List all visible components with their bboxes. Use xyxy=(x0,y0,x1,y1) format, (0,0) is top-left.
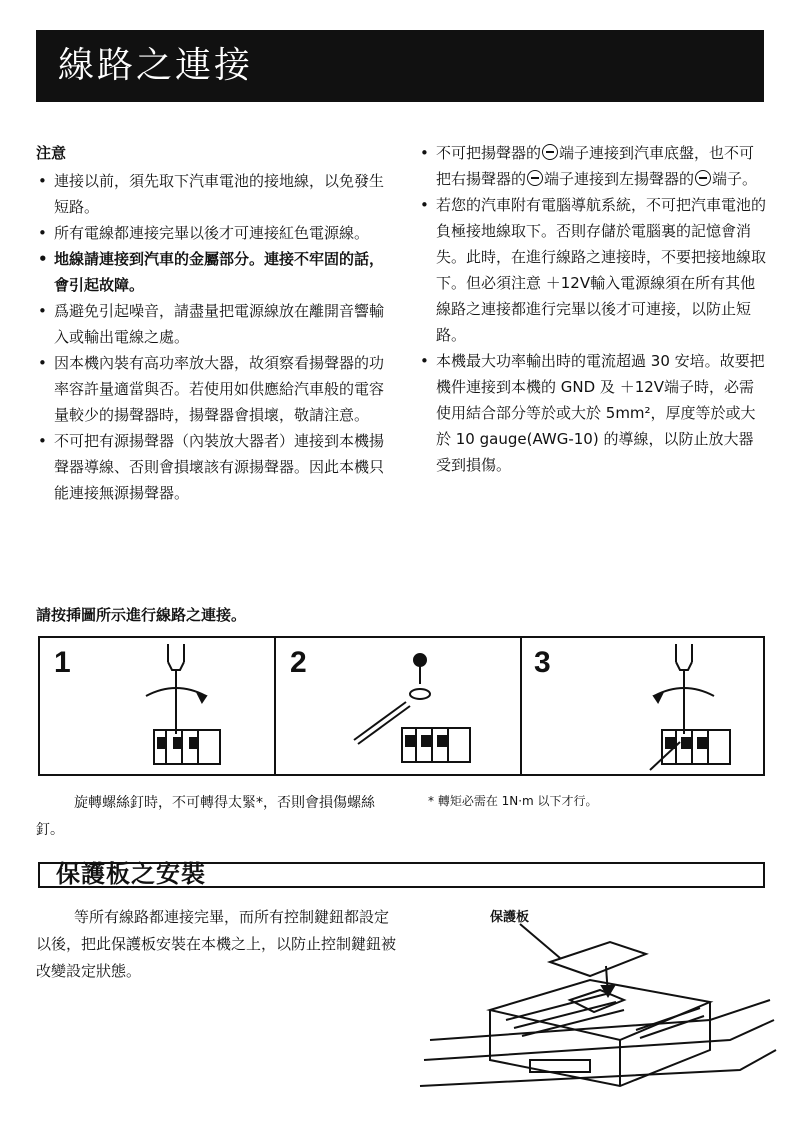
bullet-speaker-terminal xyxy=(418,140,768,192)
step1-illustration xyxy=(120,642,250,772)
steps-panel xyxy=(38,636,765,776)
torque-footnote: * 轉矩必需在 1N·m 以下才行。 xyxy=(428,794,598,808)
right-column xyxy=(418,140,768,478)
protection-cover-illustration xyxy=(410,910,780,1100)
step-divider xyxy=(274,638,276,774)
caution-bullet: • 爲避免引起噪音，請盡量把電源線放在離開音響輸入或輸出電線之處。 xyxy=(36,298,394,350)
cover-label: 保護板 xyxy=(490,910,530,925)
bullet-text: 不可把揚聲器的 xyxy=(436,144,542,162)
minus-terminal-icon xyxy=(527,170,543,186)
bullet-text: 端子連接到左揚聲器的 xyxy=(544,170,695,188)
caution-bullet: • 地線請連接到汽車的金屬部分。連接不牢固的話，會引起故障。 xyxy=(36,246,394,298)
bullet-current: • 本機最大功率輸出時的電流超過 30 安培。故要把機件連接到本機的 GND 及 ＋12V端子時，必需使用結合部分等於或大於 5mm²，厚度等於或大於 10 gauge(AWG-10) 的導線，以防止放大器受到損傷。 xyxy=(418,348,768,478)
minus-terminal-icon xyxy=(695,170,711,186)
caution-bullet: • 不可把有源揚聲器（內裝放大器者）連接到本機揚聲器導線、否則會損壞該有源揚聲器。因此本機只能連接無源揚聲器。 xyxy=(36,428,394,506)
bullet-text: 端子連接到汽車底盤，也不可把右揚聲器的 xyxy=(436,144,755,188)
step2-illustration xyxy=(350,642,490,772)
caution-bullet: • 連接以前，須先取下汽車電池的接地線，以免發生短路。 xyxy=(36,168,394,220)
section-title: 線路之連接 xyxy=(58,45,254,86)
instruction-text: 請按揷圖所示進行線路之連接。 xyxy=(36,606,247,624)
step-number: 3 xyxy=(534,646,551,679)
left-column xyxy=(36,140,394,506)
step-number: 1 xyxy=(54,646,71,679)
screw-caution-caption: 旋轉螺絲釘時，不可轉得太緊*，否則會損傷螺絲釘。 xyxy=(36,795,375,838)
left-bullet-list xyxy=(36,168,394,506)
step-divider xyxy=(520,638,522,774)
caution-bullet: • 所有電線都連接完畢以後才可連接紅色電源線。 xyxy=(36,220,394,246)
step3-illustration xyxy=(610,642,750,772)
step-number: 2 xyxy=(290,646,307,679)
bullet-navigation: • 若您的汽車附有電腦導航系統，不可把汽車電池的負極接地線取下。否則存儲於電腦裏的記憶會消失。此時，在進行線路之連接時，不要把接地線取下。但必須注意 ＋12V輸入電源線須在所有其他線路之連接都進行完畢以後才可連接，以防止短路。 xyxy=(418,192,768,348)
caution-bullet: • 因本機內裝有高功率放大器，故須察看揚聲器的功率容許量適當與否。若使用如供應給汽車般的電容量較少的揚聲器時，揚聲器會損壞，敬請注意。 xyxy=(36,350,394,428)
bullet-text: 端子。 xyxy=(712,170,758,188)
section2-title: 保護板之安裝 xyxy=(56,859,206,888)
section2-body: 等所有線路都連接完畢，而所有控制鍵鈕都設定以後，把此保護板安裝在本機之上，以防止控制鍵鈕被改變設定狀態。 xyxy=(36,908,397,980)
note-heading: 注意 xyxy=(36,144,67,162)
minus-terminal-icon xyxy=(542,144,558,160)
